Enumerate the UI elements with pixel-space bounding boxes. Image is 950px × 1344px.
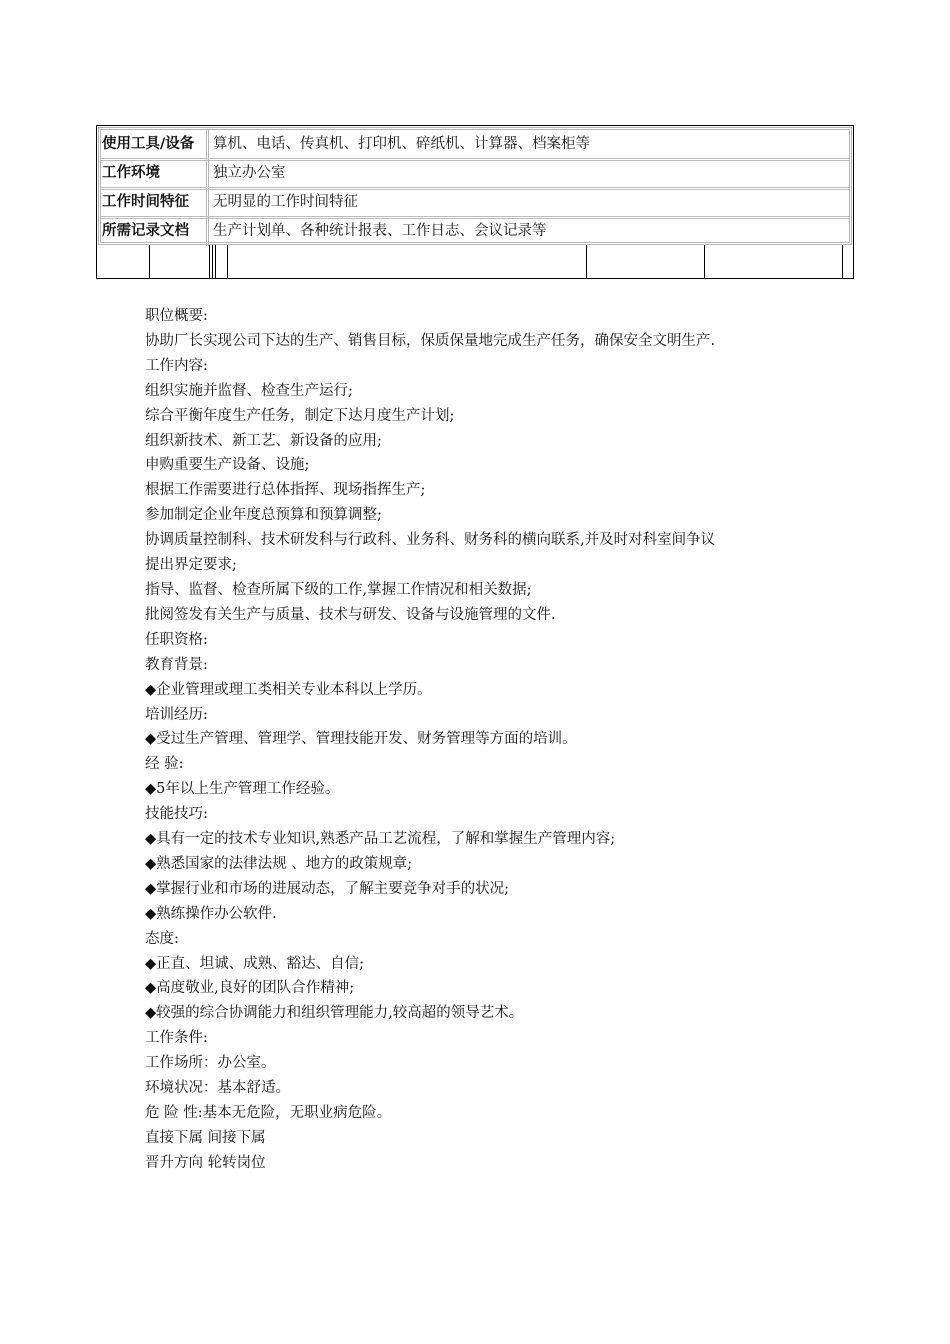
text-line: 直接下属 间接下属 <box>145 1129 266 1146</box>
bullet-item: ◆正直、坦诚、成熟、豁达、自信; <box>145 955 365 972</box>
column-rule <box>212 245 213 278</box>
bullet-item: ◆企业管理或理工类相关专业本科以上学历。 <box>145 681 432 698</box>
column-rule <box>227 245 228 278</box>
bullet-item: ◆较强的综合协调能力和组织管理能力,较高超的领导艺术。 <box>145 1005 524 1022</box>
column-rule <box>215 245 216 278</box>
table-row-tools <box>101 130 849 159</box>
job-info-table <box>96 125 854 279</box>
section-heading-summary: 职位概要: <box>145 308 208 324</box>
subheading-skills: 技能技巧: <box>145 806 208 823</box>
column-rule <box>209 245 210 278</box>
table-value-tools: 算机、电话、传真机、打印机、碎纸机、计算器、档案柜等 <box>213 136 590 152</box>
text-line: 参加制定企业年度总预算和预算调整; <box>145 507 382 524</box>
table-value-environment: 独立办公室 <box>213 165 286 181</box>
table-value-documents: 生产计划单、各种统计报表、工作日志、会议记录等 <box>213 223 547 239</box>
table-row-documents <box>101 217 849 246</box>
bullet-item: ◆掌握行业和市场的进展动态，了解主要竞争对手的状况; <box>145 880 510 897</box>
subheading-experience: 经 验: <box>145 756 184 773</box>
bullet-item: ◆高度敬业,良好的团队合作精神; <box>145 980 355 997</box>
text-line: 申购重要生产设备、设施; <box>145 457 310 474</box>
text-line: 根据工作需要进行总体指挥、现场指挥生产; <box>145 482 426 499</box>
bullet-item: ◆受过生产管理、管理学、管理技能开发、财务管理等方面的培训。 <box>145 731 577 748</box>
table-row-work-time <box>101 188 849 217</box>
text-line: 综合平衡年度生产任务，制定下达月度生产计划; <box>145 407 455 424</box>
text-line: 指导、监督、检查所属下级的工作,掌握工作情况和相关数据; <box>145 581 532 598</box>
subheading-attitude: 态度: <box>145 930 179 947</box>
text-line: 批阅签发有关生产与质量、技术与研发、设备与设施管理的文件. <box>145 606 556 623</box>
bullet-item: ◆具有一定的技术专业知识,熟悉产品工艺流程，了解和掌握生产管理内容; <box>145 831 616 848</box>
section-heading-conditions: 工作条件: <box>145 1030 208 1047</box>
text-line: 晋升方向 轮转岗位 <box>145 1154 266 1171</box>
job-description-text <box>145 304 845 1176</box>
text-line: 协调质量控制科、技术研发科与行政科、业务科、财务科的横向联系,并及时对科室间争议 <box>145 532 716 549</box>
column-rule <box>842 245 843 278</box>
table-row-environment <box>101 159 849 188</box>
subheading-education: 教育背景: <box>145 656 208 673</box>
table-value-work-time: 无明显的工作时间特征 <box>213 194 358 210</box>
text-line: 工作场所：办公室。 <box>145 1055 276 1072</box>
table-label-environment: 工作环境 <box>101 159 209 188</box>
job-info-table-body <box>98 127 852 245</box>
section-heading-duties: 工作内容: <box>145 357 208 374</box>
section-heading-qualifications: 任职资格: <box>145 631 208 648</box>
column-rule <box>704 245 705 278</box>
subheading-training: 培训经历: <box>145 706 208 723</box>
bullet-item: ◆5年以上生产管理工作经验。 <box>145 781 340 798</box>
column-rule <box>149 245 150 278</box>
bullet-item: ◆熟悉国家的法律法规 、地方的政策规章; <box>145 855 413 872</box>
bullet-item: ◆熟练操作办公软件. <box>145 905 277 922</box>
table-empty-row <box>97 245 853 278</box>
text-line: 危 险 性:基本无危险，无职业病危险。 <box>145 1105 392 1121</box>
column-rule <box>586 245 587 278</box>
text-line: 环境状况：基本舒适。 <box>145 1080 290 1097</box>
table-label-tools: 使用工具/设备 <box>101 130 209 159</box>
text-line: 组织新技术、新工艺、新设备的应用; <box>145 432 382 449</box>
text-line: 组织实施并监督、检查生产运行; <box>145 382 353 399</box>
table-label-documents: 所需记录文档 <box>101 217 209 246</box>
text-line: 协助厂长实现公司下达的生产、销售目标，保质保量地完成生产任务，确保安全文明生产. <box>145 332 716 349</box>
table-label-work-time: 工作时间特征 <box>101 188 209 217</box>
text-line: 提出界定要求; <box>145 557 237 574</box>
